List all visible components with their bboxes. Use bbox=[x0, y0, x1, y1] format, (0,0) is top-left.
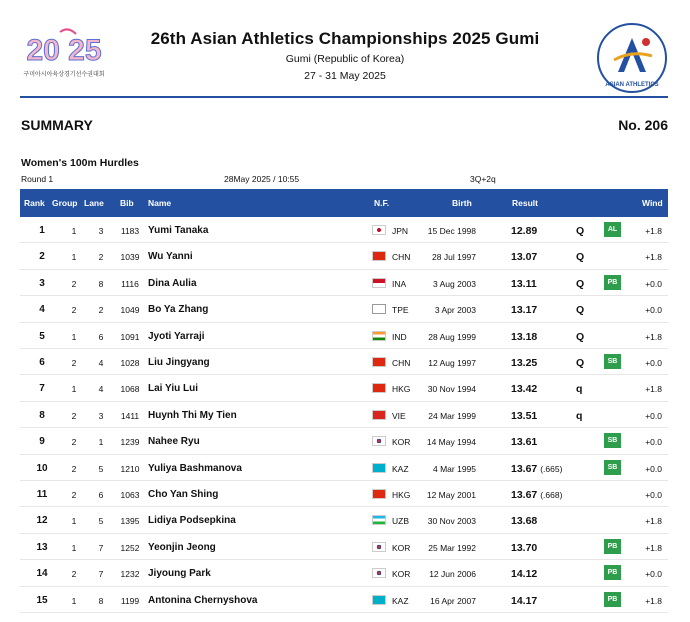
result-time: 14.17 bbox=[511, 594, 538, 607]
qualification-mark: q bbox=[576, 409, 583, 422]
col-rank: Rank bbox=[24, 198, 45, 208]
flag-icon bbox=[372, 331, 386, 341]
result-time: 12.89 bbox=[511, 225, 538, 237]
table-row bbox=[20, 349, 668, 375]
result-cell bbox=[511, 515, 537, 527]
nationality-cell: CHN bbox=[392, 358, 411, 368]
lane-cell: 4 bbox=[98, 384, 104, 395]
athlete-name: Cho Yan Shing bbox=[148, 489, 219, 500]
rank-cell: 2 bbox=[39, 251, 45, 263]
flag-icon bbox=[372, 542, 386, 552]
qualification-mark: q bbox=[576, 383, 583, 396]
event-name: Women's 100m Hurdles bbox=[21, 157, 139, 169]
flag-icon bbox=[372, 251, 386, 261]
result-cell bbox=[511, 436, 537, 448]
flag-icon bbox=[372, 357, 386, 367]
col-result: Result bbox=[512, 198, 538, 208]
wind-cell: +0.0 bbox=[645, 463, 662, 474]
logo-right-caption: ASIAN ATHLETICS bbox=[605, 82, 659, 88]
athlete-name: Jyoti Yarraji bbox=[148, 330, 205, 342]
lane-cell: 5 bbox=[98, 516, 104, 527]
result-time: 13.67 bbox=[511, 462, 538, 475]
result-time: 13.67 bbox=[511, 489, 538, 501]
qualification-mark: Q bbox=[576, 330, 585, 343]
bib-cell: 1039 bbox=[120, 252, 140, 263]
summary-label: SUMMARY bbox=[21, 117, 93, 133]
athlete-name: Jiyoung Park bbox=[148, 568, 211, 580]
page-title: 26th Asian Athletics Championships 2025 Gumi bbox=[150, 29, 540, 48]
location-subtitle: Gumi (Republic of Korea) bbox=[285, 53, 405, 65]
rank-cell: 15 bbox=[36, 594, 48, 606]
reaction-tiebreak: (.665) bbox=[540, 463, 563, 474]
result-time: 13.42 bbox=[511, 383, 538, 396]
flag-icon bbox=[372, 225, 386, 235]
result-time: 14.12 bbox=[511, 568, 538, 581]
birth-cell: 24 Mar 1999 bbox=[428, 410, 476, 421]
nationality-cell: HKG bbox=[392, 384, 411, 395]
asian-athletics-logo bbox=[596, 22, 668, 94]
bib-cell: 1199 bbox=[120, 595, 140, 606]
table-row bbox=[20, 587, 668, 613]
table-row bbox=[20, 323, 668, 349]
birth-cell: 16 Apr 2007 bbox=[430, 595, 476, 606]
header-divider bbox=[20, 96, 668, 98]
col-group: Group bbox=[52, 198, 78, 208]
record-badge: PB bbox=[604, 592, 621, 607]
athlete-name: Bo Ya Zhang bbox=[148, 304, 209, 316]
result-time: 13.51 bbox=[511, 409, 538, 422]
group-cell: 1 bbox=[71, 595, 77, 606]
logo-caption: 구미아시아육상경기선수권대회 bbox=[23, 71, 105, 78]
table-row bbox=[20, 428, 668, 454]
wind-cell: +1.8 bbox=[645, 252, 662, 263]
result-time: 13.68 bbox=[511, 515, 538, 528]
wind-cell: +1.8 bbox=[645, 226, 662, 236]
athlete-name: Yumi Tanaka bbox=[148, 225, 209, 236]
table-row bbox=[20, 270, 668, 296]
result-time: 13.70 bbox=[511, 541, 538, 554]
rank-cell: 1 bbox=[39, 225, 45, 236]
athlete-name: Yuliya Bashmanova bbox=[148, 462, 242, 474]
group-cell: 1 bbox=[71, 542, 77, 553]
flag-icon bbox=[372, 515, 386, 525]
wind-cell: +1.8 bbox=[645, 542, 662, 553]
rank-cell: 9 bbox=[39, 436, 45, 448]
bib-cell: 1252 bbox=[120, 542, 140, 553]
birth-cell: 12 May 2001 bbox=[426, 490, 476, 500]
flag-icon bbox=[372, 383, 386, 393]
group-cell: 1 bbox=[71, 252, 77, 263]
result-cell bbox=[511, 383, 537, 395]
wind-cell: +0.0 bbox=[645, 410, 662, 421]
group-cell: 2 bbox=[71, 358, 77, 368]
reaction-tiebreak: (.668) bbox=[540, 490, 563, 500]
results-table-header bbox=[20, 189, 668, 217]
table-row bbox=[20, 402, 668, 428]
rank-cell: 3 bbox=[39, 277, 45, 289]
col-bib: Bib bbox=[120, 198, 134, 208]
result-cell bbox=[511, 304, 537, 316]
lane-cell: 8 bbox=[98, 595, 104, 606]
record-badge: AL bbox=[604, 222, 621, 237]
wind-cell: +0.0 bbox=[645, 490, 662, 500]
flag-icon bbox=[372, 436, 386, 446]
flag-icon bbox=[372, 595, 386, 605]
nationality-cell: JPN bbox=[392, 226, 409, 236]
flag-icon bbox=[372, 568, 386, 578]
bib-cell: 1063 bbox=[120, 490, 140, 500]
nationality-cell: HKG bbox=[392, 490, 411, 500]
result-time: 13.61 bbox=[511, 436, 538, 449]
round-label: Round 1 bbox=[21, 174, 54, 184]
dates-subtitle: 27 - 31 May 2025 bbox=[304, 70, 386, 82]
col-birth: Birth bbox=[452, 198, 472, 208]
wind-cell: +0.0 bbox=[645, 358, 662, 368]
wind-cell: +1.8 bbox=[645, 384, 662, 395]
qualification-mark: Q bbox=[576, 251, 585, 264]
group-cell: 1 bbox=[71, 226, 77, 236]
wind-cell: +0.0 bbox=[645, 305, 662, 316]
birth-cell: 30 Nov 2003 bbox=[427, 516, 476, 527]
lane-cell: 1 bbox=[98, 437, 104, 448]
lane-cell: 4 bbox=[98, 358, 104, 368]
flag-icon bbox=[372, 304, 386, 314]
group-cell: 2 bbox=[71, 569, 77, 580]
qualification-mark: Q bbox=[576, 357, 585, 369]
table-row bbox=[20, 296, 668, 322]
table-row bbox=[20, 534, 668, 560]
athlete-name: Antonina Chernyshova bbox=[148, 594, 258, 606]
athlete-name: Nahee Ryu bbox=[148, 436, 200, 448]
record-badge: SB bbox=[604, 354, 621, 369]
birth-cell: 14 May 1994 bbox=[426, 437, 476, 448]
wind-cell: +0.0 bbox=[645, 437, 662, 448]
group-cell: 1 bbox=[71, 331, 77, 342]
col-nf: N.F. bbox=[374, 198, 390, 208]
group-cell: 2 bbox=[71, 490, 77, 500]
nationality-cell: IND bbox=[392, 331, 407, 342]
table-row bbox=[20, 455, 668, 481]
nationality-cell: INA bbox=[392, 278, 407, 289]
bib-cell: 1210 bbox=[120, 463, 140, 474]
birth-cell: 25 Mar 1992 bbox=[428, 542, 476, 553]
birth-cell: 15 Dec 1998 bbox=[427, 226, 476, 236]
bib-cell: 1395 bbox=[120, 516, 140, 527]
birth-cell: 12 Aug 1997 bbox=[428, 358, 476, 368]
result-cell bbox=[511, 542, 537, 554]
birth-cell: 3 Aug 2003 bbox=[432, 278, 476, 289]
rank-cell: 11 bbox=[36, 489, 48, 500]
athlete-name: Dina Aulia bbox=[148, 277, 197, 289]
record-badge: SB bbox=[604, 460, 621, 475]
nationality-cell: KOR bbox=[392, 437, 411, 448]
lane-cell: 2 bbox=[98, 305, 104, 316]
nationality-cell: UZB bbox=[392, 516, 409, 527]
bib-cell: 1239 bbox=[120, 437, 140, 448]
document-header bbox=[0, 0, 690, 98]
result-time: 13.25 bbox=[511, 357, 538, 369]
group-cell: 1 bbox=[71, 516, 77, 527]
rank-cell: 7 bbox=[39, 383, 45, 395]
athlete-name: Wu Yanni bbox=[148, 251, 193, 263]
result-time: 13.07 bbox=[511, 251, 538, 264]
birth-cell: 30 Nov 1994 bbox=[427, 384, 476, 395]
result-cell bbox=[511, 410, 537, 422]
wind-cell: +1.8 bbox=[645, 595, 662, 606]
qualification-mark: Q bbox=[576, 277, 585, 290]
bib-cell: 1232 bbox=[120, 569, 140, 580]
rank-cell: 4 bbox=[39, 304, 45, 316]
qualification-rule: 3Q+2q bbox=[470, 174, 496, 184]
table-row bbox=[20, 375, 668, 401]
rank-cell: 5 bbox=[39, 330, 45, 342]
result-cell bbox=[511, 225, 537, 237]
lane-cell: 6 bbox=[98, 331, 104, 342]
result-cell bbox=[511, 278, 537, 290]
group-cell: 2 bbox=[71, 278, 77, 289]
bib-cell: 1116 bbox=[121, 278, 139, 289]
flag-icon bbox=[372, 489, 386, 499]
rank-cell: 6 bbox=[39, 357, 45, 368]
athlete-name: Liu Jingyang bbox=[148, 357, 210, 368]
athlete-name: Lidiya Podsepkina bbox=[148, 515, 236, 527]
qualification-mark: Q bbox=[576, 304, 585, 317]
birth-cell: 4 Mar 1995 bbox=[433, 463, 476, 474]
flag-icon bbox=[372, 463, 386, 473]
flag-icon bbox=[372, 410, 386, 420]
result-time: 13.17 bbox=[511, 304, 538, 317]
record-badge: PB bbox=[604, 565, 621, 580]
table-row bbox=[20, 507, 668, 533]
nationality-cell: VIE bbox=[392, 410, 406, 421]
group-cell: 1 bbox=[71, 384, 77, 395]
result-time: 13.11 bbox=[511, 277, 537, 290]
lane-cell: 8 bbox=[98, 278, 104, 289]
record-badge: PB bbox=[604, 275, 621, 290]
birth-cell: 3 Apr 2003 bbox=[434, 305, 476, 316]
result-cell bbox=[511, 463, 562, 475]
result-cell bbox=[511, 595, 537, 607]
wind-cell: +1.8 bbox=[645, 516, 662, 527]
lane-cell: 2 bbox=[98, 252, 104, 263]
lane-cell: 7 bbox=[98, 542, 104, 553]
flag-icon bbox=[372, 278, 386, 288]
result-cell bbox=[511, 568, 537, 580]
bib-cell: 1068 bbox=[120, 384, 140, 395]
result-cell bbox=[511, 489, 562, 501]
group-cell: 2 bbox=[71, 305, 77, 316]
nationality-cell: KOR bbox=[392, 569, 411, 580]
event-datetime: 28May 2025 / 10:55 bbox=[224, 174, 300, 184]
bib-cell: 1028 bbox=[120, 358, 140, 368]
result-cell bbox=[511, 251, 537, 263]
logo-year-text: 20 25 bbox=[26, 34, 102, 67]
rank-cell: 13 bbox=[36, 541, 48, 553]
bib-cell: 1091 bbox=[120, 331, 140, 342]
qualification-mark: Q bbox=[576, 225, 585, 237]
wind-cell: +0.0 bbox=[645, 278, 662, 289]
nationality-cell: KOR bbox=[392, 542, 411, 553]
athlete-name: Huynh Thi My Tien bbox=[148, 409, 237, 421]
table-row bbox=[20, 560, 668, 586]
athlete-name: Yeonjin Jeong bbox=[148, 541, 216, 553]
lane-cell: 6 bbox=[98, 490, 104, 500]
rank-cell: 8 bbox=[39, 409, 45, 421]
wind-cell: +1.8 bbox=[645, 331, 662, 342]
col-wind: Wind bbox=[642, 198, 663, 208]
birth-cell: 28 Aug 1999 bbox=[428, 331, 476, 342]
nationality-cell: KAZ bbox=[392, 463, 409, 474]
group-cell: 2 bbox=[71, 410, 77, 421]
bib-cell: 1411 bbox=[120, 410, 140, 421]
result-cell bbox=[511, 331, 537, 343]
rank-cell: 10 bbox=[36, 462, 48, 474]
nationality-cell: KAZ bbox=[392, 595, 409, 606]
result-time: 13.18 bbox=[511, 330, 538, 343]
table-row bbox=[20, 243, 668, 269]
lane-cell: 3 bbox=[98, 226, 104, 236]
bib-cell: 1183 bbox=[120, 226, 140, 236]
lane-cell: 5 bbox=[98, 463, 104, 474]
nationality-cell: TPE bbox=[392, 305, 409, 316]
lane-cell: 7 bbox=[98, 569, 104, 580]
table-row bbox=[20, 217, 668, 243]
table-row bbox=[20, 481, 668, 507]
athlete-name: Lai Yiu Lui bbox=[148, 383, 199, 395]
bib-cell: 1049 bbox=[120, 305, 140, 316]
birth-cell: 12 Jun 2006 bbox=[429, 569, 476, 580]
rank-cell: 14 bbox=[36, 568, 48, 580]
record-badge: PB bbox=[604, 539, 621, 554]
result-cell bbox=[511, 357, 537, 369]
group-cell: 2 bbox=[71, 437, 77, 448]
document-number: No. 206 bbox=[618, 117, 668, 133]
lane-cell: 3 bbox=[98, 410, 104, 421]
birth-cell: 28 Jul 1997 bbox=[432, 252, 476, 263]
rank-cell: 12 bbox=[36, 515, 48, 527]
nationality-cell: CHN bbox=[392, 252, 411, 263]
record-badge: SB bbox=[604, 433, 621, 448]
col-name: Name bbox=[148, 198, 172, 208]
group-cell: 2 bbox=[71, 463, 77, 474]
col-lane: Lane bbox=[84, 198, 104, 208]
wind-cell: +0.0 bbox=[645, 569, 662, 580]
